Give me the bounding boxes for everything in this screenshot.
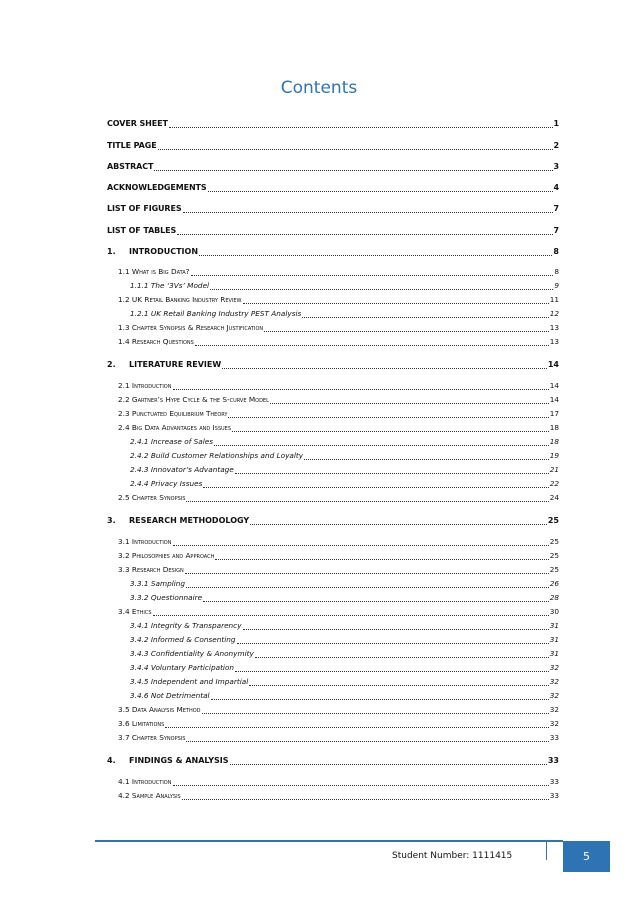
toc-page-number: 8 <box>553 247 559 256</box>
toc-section-entry[interactable] <box>118 380 559 392</box>
toc-page-number: 21 <box>549 465 559 474</box>
toc-page-number: 33 <box>549 791 559 800</box>
toc-page-number: 32 <box>549 705 559 714</box>
toc-subsection-entry[interactable] <box>130 620 559 632</box>
toc-entry-text: 2.4 Big Data Advantages and Issues <box>118 423 232 432</box>
footer-rule <box>95 840 563 842</box>
toc-entry-text: 2.4.2 Build Customer Relationships and Loyalty <box>130 451 304 460</box>
toc-section-entry[interactable] <box>118 322 559 334</box>
toc-entry-text: ABSTRACT <box>107 162 154 171</box>
toc-subsection-entry[interactable] <box>130 464 559 476</box>
toc-section-entry[interactable] <box>118 606 559 618</box>
toc-page-number: 33 <box>549 777 559 786</box>
dot-leader <box>186 493 548 502</box>
toc-page-number: 18 <box>549 423 559 432</box>
dot-leader <box>232 423 549 432</box>
toc-page-number: 25 <box>547 516 559 525</box>
toc-section-entry[interactable] <box>118 422 559 434</box>
dot-leader <box>158 141 553 150</box>
dot-leader <box>214 437 549 446</box>
dot-leader <box>215 551 548 560</box>
toc-page-number: 25 <box>549 537 559 546</box>
toc-entry[interactable] <box>107 225 559 237</box>
toc-page-number: 11 <box>549 295 559 304</box>
toc-entry-text: 1.3 Chapter Synopsis & Research Justification <box>118 323 264 332</box>
dot-leader <box>199 247 552 256</box>
toc-section-entry[interactable] <box>118 704 559 716</box>
toc-section-entry[interactable] <box>118 394 559 406</box>
toc-entry-text: 3.3.2 Questionnaire <box>130 593 203 602</box>
dot-leader <box>235 465 549 474</box>
dot-leader <box>191 267 554 276</box>
toc-page-number: 31 <box>549 649 559 658</box>
toc-entry-text: COVER SHEET <box>107 119 168 128</box>
dot-leader <box>203 593 549 602</box>
chapter-number: 3. <box>107 516 116 525</box>
toc-entry-text: 3.3.1 Sampling <box>130 579 186 588</box>
dot-leader <box>165 719 548 728</box>
toc-entry-text: 3.1 Introduction <box>118 537 172 546</box>
page-number-box <box>563 841 610 872</box>
toc-page-number: 32 <box>549 663 559 672</box>
dot-leader <box>211 691 549 700</box>
toc-section-entry[interactable] <box>118 790 559 802</box>
dot-leader <box>195 337 549 346</box>
dot-leader <box>255 649 549 658</box>
dot-leader <box>264 323 549 332</box>
toc-chapter-entry[interactable] <box>107 515 559 527</box>
toc-entry-text: 3.3 Research Design <box>118 565 184 574</box>
toc-entry-text: 1.1 What is Big Data? <box>118 267 190 276</box>
toc-page-number: 24 <box>549 493 559 502</box>
dot-leader <box>250 516 547 525</box>
dot-leader <box>173 777 549 786</box>
toc-page-number: 30 <box>549 607 559 616</box>
toc-subsection-entry[interactable] <box>130 662 559 674</box>
toc-subsection-entry[interactable] <box>130 578 559 590</box>
toc-section-entry[interactable] <box>118 492 559 504</box>
dot-leader <box>237 635 549 644</box>
toc-page-number: 26 <box>549 579 559 588</box>
toc-entry[interactable] <box>107 203 559 215</box>
toc-subsection-entry[interactable] <box>130 648 559 660</box>
toc-page-number: 7 <box>553 226 559 235</box>
toc-subsection-entry[interactable] <box>130 592 559 604</box>
toc-subsection-entry[interactable] <box>130 690 559 702</box>
toc-entry-text: 2.4.1 Increase of Sales <box>130 437 214 446</box>
toc-entry[interactable] <box>107 161 559 173</box>
dot-leader <box>302 309 548 318</box>
dot-leader <box>203 479 548 488</box>
dot-leader <box>270 395 549 404</box>
toc-entry-text: 2.2 Gartner’s Hype Cycle & the S-curve Model <box>118 395 269 404</box>
toc-page-number: 33 <box>549 733 559 742</box>
footer-separator <box>546 842 547 860</box>
toc-section-entry[interactable] <box>118 718 559 730</box>
toc-section-entry[interactable] <box>118 776 559 788</box>
toc-subsection-entry[interactable] <box>130 436 559 448</box>
dot-leader <box>243 295 549 304</box>
dot-leader <box>228 409 548 418</box>
toc-entry-text: 1.2 UK Retail Banking Industry Review <box>118 295 242 304</box>
toc-page-number: 17 <box>549 409 559 418</box>
toc-page-number: 31 <box>549 621 559 630</box>
toc-entry-text: 3.4.5 Independent and Impartial <box>130 677 249 686</box>
dot-leader <box>222 360 547 369</box>
dot-leader <box>185 565 549 574</box>
toc-entry-text: 3.4.3 Confidentiality & Anonymity <box>130 649 254 658</box>
toc-page-number: 25 <box>549 565 559 574</box>
toc-entry-text: 3.7 Chapter Synopsis <box>118 733 186 742</box>
dot-leader <box>153 607 549 616</box>
toc-page-number: 8 <box>554 267 559 276</box>
toc-page-number: 9 <box>554 281 559 290</box>
chapter-number: 2. <box>107 360 116 369</box>
toc-page-number: 12 <box>549 309 559 318</box>
dot-leader <box>182 791 549 800</box>
toc-page-number: 4 <box>553 183 559 192</box>
dot-leader <box>208 183 553 192</box>
toc-entry-text: 3.4.4 Voluntary Participation <box>130 663 235 672</box>
dot-leader <box>249 677 548 686</box>
toc-page-number: 25 <box>549 551 559 560</box>
toc-section-entry[interactable] <box>118 336 559 348</box>
toc-entry-text: 2.4.4 Privacy Issues <box>130 479 203 488</box>
toc-entry-text: 1.2.1 UK Retail Banking Industry PEST Analysis <box>130 309 302 318</box>
dot-leader <box>186 579 549 588</box>
toc-entry-text: 3.4.6 Not Detrimental <box>130 691 210 700</box>
toc-entry-text: 2.5 Chapter Synopsis <box>118 493 186 502</box>
toc-section-entry[interactable] <box>118 294 559 306</box>
toc-entry-text: 1.4 Research Questions <box>118 337 194 346</box>
toc-entry-text: 2.1 Introduction <box>118 381 172 390</box>
dot-leader <box>173 381 549 390</box>
dot-leader <box>230 756 547 765</box>
toc-section-entry[interactable] <box>118 266 559 278</box>
toc-page-number: 33 <box>547 756 559 765</box>
toc-entry-text: 4.2 Sample Analysis <box>118 791 181 800</box>
toc-page-number: 13 <box>549 323 559 332</box>
toc-subsection-entry[interactable] <box>130 634 559 646</box>
toc-page-number: 18 <box>549 437 559 446</box>
page-title: Contents <box>280 78 358 98</box>
toc-entry-text: 3.2 Philosophies and Approach <box>118 551 215 560</box>
chapter-number: 4. <box>107 756 116 765</box>
toc-page-number: 19 <box>549 451 559 460</box>
dot-leader <box>183 204 553 213</box>
toc-chapter-entry[interactable] <box>107 755 559 767</box>
toc-chapter-entry[interactable] <box>107 246 559 258</box>
dot-leader <box>186 733 548 742</box>
toc-entry-text: 3.4.1 Integrity & Transparency <box>130 621 242 630</box>
toc-entry[interactable] <box>107 118 559 130</box>
toc-entry[interactable] <box>107 182 559 194</box>
toc-section-entry[interactable] <box>118 564 559 576</box>
toc-page-number: 2 <box>553 141 559 150</box>
page-number: 5 <box>583 850 590 863</box>
dot-leader <box>173 537 549 546</box>
toc-subsection-entry[interactable] <box>130 450 559 462</box>
dot-leader <box>202 705 549 714</box>
chapter-number: 1. <box>107 247 116 256</box>
toc-entry[interactable] <box>107 140 559 152</box>
toc-entry-text: ACKNOWLEDGEMENTS <box>107 183 207 192</box>
toc-entry-text: LIST OF TABLES <box>107 226 177 235</box>
toc-entry-text: LIST OF FIGURES <box>107 204 182 213</box>
toc-page-number: 32 <box>549 677 559 686</box>
toc-subsection-entry[interactable] <box>130 280 559 292</box>
student-number: Student Number: 1111415 <box>392 851 513 861</box>
toc-page-number: 22 <box>549 479 559 488</box>
toc-entry-text: RESEARCH METHODOLOGY <box>129 516 250 525</box>
toc-subsection-entry[interactable] <box>130 478 559 490</box>
toc-page-number: 31 <box>549 635 559 644</box>
toc-page-number: 14 <box>547 360 559 369</box>
toc-entry-text: 3.5 Data Analysis Method <box>118 705 201 714</box>
toc-entry-text: 3.4.2 Informed & Consenting <box>130 635 236 644</box>
toc-page-number: 32 <box>549 719 559 728</box>
toc-page-number: 1 <box>553 119 559 128</box>
dot-leader <box>235 663 549 672</box>
toc-subsection-entry[interactable] <box>130 308 559 320</box>
toc-subsection-entry[interactable] <box>130 676 559 688</box>
toc-entry-text: 4.1 Introduction <box>118 777 172 786</box>
toc-page-number: 14 <box>549 381 559 390</box>
toc-entry-text: INTRODUCTION <box>129 247 199 256</box>
toc-entry-text: 1.1.1 The ‘3Vs’ Model <box>130 281 210 290</box>
toc-page-number: 7 <box>553 204 559 213</box>
toc-page-number: 13 <box>549 337 559 346</box>
dot-leader <box>177 226 552 235</box>
toc-entry-text: 3.6 Limitations <box>118 719 165 728</box>
toc-entry-text: TITLE PAGE <box>107 141 157 150</box>
toc-page-number: 32 <box>549 691 559 700</box>
dot-leader <box>304 451 549 460</box>
dot-leader <box>243 621 549 630</box>
toc-entry-text: FINDINGS & ANALYSIS <box>129 756 229 765</box>
dot-leader <box>154 162 552 171</box>
toc-entry-text: 3.4 Ethics <box>118 607 152 616</box>
toc-entry-text: 2.4.3 Innovator’s Advantage <box>130 465 234 474</box>
toc-section-entry[interactable] <box>118 536 559 548</box>
toc-page-number: 14 <box>549 395 559 404</box>
toc-section-entry[interactable] <box>118 732 559 744</box>
toc-section-entry[interactable] <box>118 408 559 420</box>
dot-leader <box>210 281 553 290</box>
toc-page-number: 28 <box>549 593 559 602</box>
toc-chapter-entry[interactable] <box>107 359 559 371</box>
toc-page-number: 3 <box>553 162 559 171</box>
toc-entry-text: 2.3 Punctuated Equilibrium Theory <box>118 409 228 418</box>
dot-leader <box>169 119 553 128</box>
toc-entry-text: LITERATURE REVIEW <box>129 360 222 369</box>
toc-section-entry[interactable] <box>118 550 559 562</box>
